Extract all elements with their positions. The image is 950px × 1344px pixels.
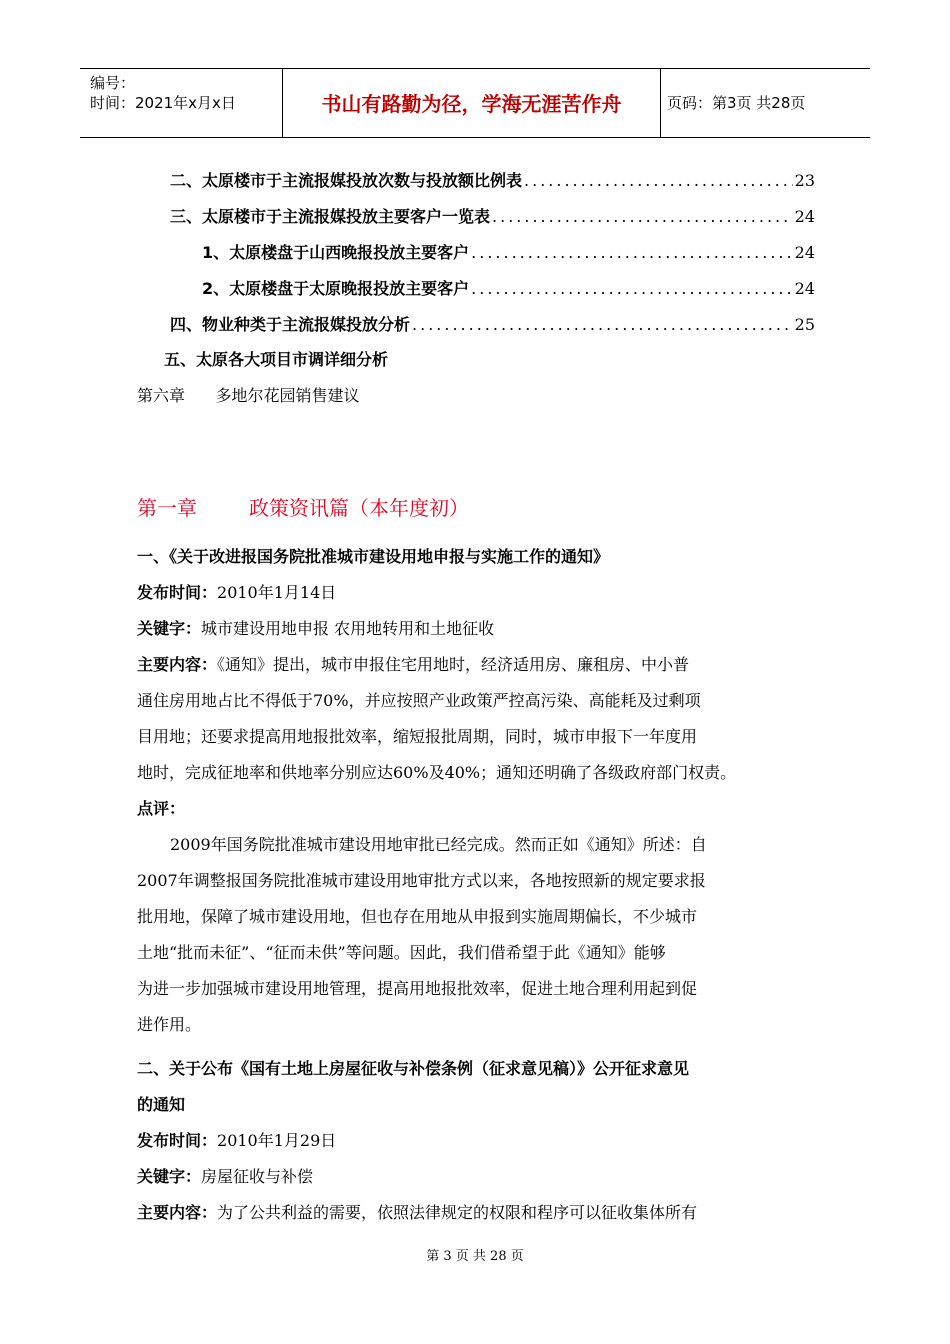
content-label: 主要内容：	[137, 1203, 218, 1222]
comment-label: 点评：	[137, 799, 186, 818]
toc-entry-text: 五、太原各大项目市调详细分析	[164, 350, 389, 369]
toc-entry-page: 23	[794, 171, 815, 190]
toc-entry-text: 第六章 多地尔花园销售建议	[137, 386, 360, 405]
content-text: 《通知》提出，城市申报住宅用地时，经济适用房、廉租房、中小普	[217, 655, 690, 674]
toc-leader-dots	[492, 206, 793, 228]
keywords-label: 关键字：	[137, 619, 202, 638]
toc-leader-dots	[471, 278, 793, 300]
toc-entry-text: 1、太原楼盘于山西晚报投放主要客户	[202, 243, 470, 262]
toc-entry-text: 二、太原楼市于主流报媒投放次数与投放额比例表	[170, 171, 523, 190]
publish-date-line	[137, 582, 817, 604]
page-footer: 第 3 页 共 28 页	[426, 1249, 524, 1264]
comment-line: 为进一步加强城市建设用地管理，提高用地报批效率，促进土地合理利用起到促	[137, 979, 698, 998]
chapter-heading	[137, 494, 469, 522]
comment-line: 2009年国务院批准城市建设用地审批已经完成。然而正如《通知》所述：自	[170, 835, 707, 854]
comment-line: 批用地，保障了城市建设用地，但也存在用地从申报到实施周期偏长，不少城市	[137, 907, 698, 926]
toc-entry[interactable]	[170, 170, 815, 192]
section-title-cont: 的通知	[137, 1095, 186, 1114]
chapter-number: 第一章	[137, 496, 197, 520]
header-page-cell	[661, 69, 870, 137]
toc-entry-page: 25	[794, 315, 815, 334]
toc-leader-dots	[471, 242, 793, 264]
toc-leader-dots	[524, 170, 793, 192]
keywords-label: 关键字：	[137, 1167, 202, 1186]
comment-line: 进作用。	[137, 1015, 202, 1034]
toc-entry[interactable]	[137, 385, 360, 407]
keywords-line	[137, 618, 817, 640]
keywords: 城市建设用地申报 农用地转用和土地征收	[201, 619, 495, 638]
comment-line: 土地“批而未征”、“征而未供”等问题。因此，我们借希望于此《通知》能够	[137, 943, 666, 962]
toc-entry[interactable]	[202, 242, 815, 264]
section-title: 一、《关于改进报国务院批准城市建设用地申报与实施工作的通知》	[137, 547, 610, 566]
toc-entry-page: 24	[794, 279, 815, 298]
keywords-line	[137, 1166, 817, 1188]
time-label: 时间：2021年x月x日	[90, 94, 236, 112]
comment-line: 2007年调整报国务院批准城市建设用地审批方式以来，各地按照新的规定要求报	[137, 871, 706, 890]
content-text: 为了公共利益的需要，依照法律规定的权限和程序可以征收集体所有	[217, 1203, 698, 1222]
publish-date-label: 发布时间：	[137, 583, 218, 602]
toc-entry-text: 四、物业种类于主流报媒投放分析	[170, 315, 411, 334]
toc-entry[interactable]	[170, 314, 815, 336]
code-label: 编号：	[90, 74, 136, 92]
keywords: 房屋征收与补偿	[201, 1167, 314, 1186]
toc-entry[interactable]	[170, 206, 815, 228]
content-line: 通住房用地占比不得低于70%，并应按照产业政策严控高污染、高能耗及过剩项	[137, 691, 701, 710]
page-header	[80, 68, 870, 138]
publish-date: 2010年1月14日	[217, 583, 337, 602]
content-line: 地时，完成征地率和供地率分别应达60%及40%；通知还明确了各级政府部门权责。	[137, 763, 737, 782]
publish-date-label: 发布时间：	[137, 1131, 218, 1150]
motto: 书山有路勤为径，学海无涯苦作舟	[321, 92, 622, 116]
toc-entry[interactable]	[202, 278, 815, 300]
toc-entry-text: 三、太原楼市于主流报媒投放主要客户一览表	[170, 207, 491, 226]
publish-date-line	[137, 1130, 817, 1152]
page-info: 页码：第3页 共28页	[667, 94, 806, 112]
header-meta-cell	[80, 69, 283, 137]
content-line: 目用地；还要求提高用地报批效率，缩短报批周期，同时，城市申报下一年度用	[137, 727, 698, 746]
header-motto-cell	[283, 69, 661, 137]
chapter-title: 政策资讯篇（本年度初）	[249, 496, 469, 520]
section-title: 二、关于公布《国有土地上房屋征收与补偿条例（征求意见稿）》公开征求意见	[137, 1059, 690, 1078]
publish-date: 2010年1月29日	[217, 1131, 337, 1150]
content-label: 主要内容：	[137, 655, 218, 674]
toc-entry-text: 2、太原楼盘于太原晚报投放主要客户	[202, 279, 470, 298]
toc-entry-page: 24	[794, 207, 815, 226]
content-line	[137, 1202, 817, 1224]
toc-leader-dots	[412, 314, 793, 336]
toc-entry[interactable]	[164, 349, 388, 371]
toc-entry-page: 24	[794, 243, 815, 262]
content-line	[137, 654, 817, 676]
